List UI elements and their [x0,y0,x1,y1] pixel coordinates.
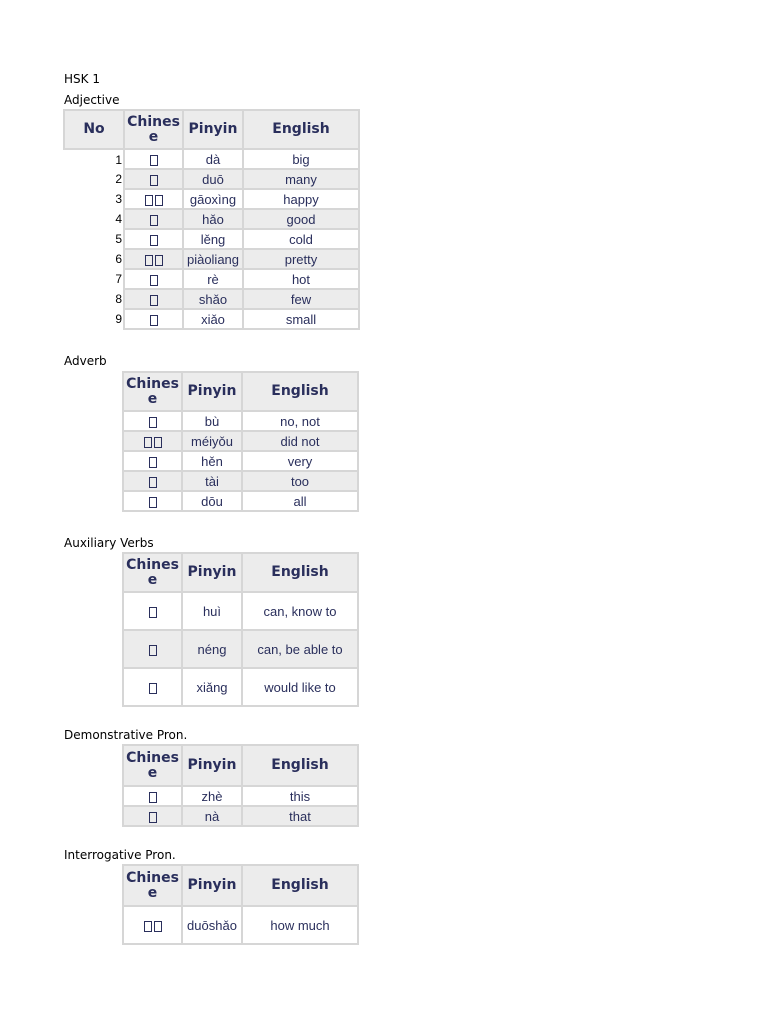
missing-glyph-icon [145,255,153,266]
english-cell: did not [242,431,358,451]
english-cell: big [243,149,359,169]
table-row [64,229,359,249]
chinese-cell [124,309,183,329]
row-number: 4 [64,209,124,229]
chinese-cell [124,169,183,189]
table-row [64,309,359,329]
chinese-cell [124,229,183,249]
english-cell: can, know to [242,592,358,630]
english-cell: good [243,209,359,229]
section-label: Adjective [64,93,120,107]
row-number: 5 [64,229,124,249]
vocab-table [122,552,359,707]
section-label: Demonstrative Pron. [64,728,188,742]
row-number: 1 [64,149,124,169]
missing-glyph-icon [149,477,157,488]
table-row [64,149,359,169]
missing-glyph-icon [149,645,157,656]
document-title: HSK 1 [64,72,100,86]
table-row [123,431,358,451]
pinyin-cell: duōshǎo [182,906,242,944]
column-header-chinese: Chines e [123,745,182,786]
vocab-table [122,371,359,512]
row-number: 6 [64,249,124,269]
column-header-pinyin: Pinyin [182,745,242,786]
pinyin-cell: xiǎo [183,309,243,329]
pinyin-cell: piàoliang [183,249,243,269]
chinese-cell [123,668,182,706]
english-cell: many [243,169,359,189]
chinese-cell [123,491,182,511]
missing-glyph-icon [144,921,152,932]
chinese-cell [123,630,182,668]
pinyin-cell: rè [183,269,243,289]
table-row [123,630,358,668]
chinese-cell [123,906,182,944]
chinese-cell [124,269,183,289]
table-row [64,209,359,229]
pinyin-cell: gāoxìng [183,189,243,209]
chinese-cell [124,209,183,229]
english-cell: happy [243,189,359,209]
missing-glyph-icon [150,215,158,226]
english-cell: how much [242,906,358,944]
english-cell: small [243,309,359,329]
chinese-cell [124,249,183,269]
section-label: Auxiliary Verbs [64,536,154,550]
pinyin-cell: méiyǒu [182,431,242,451]
table-row [123,491,358,511]
pinyin-cell: tài [182,471,242,491]
vocab-table [122,864,359,945]
missing-glyph-icon [150,315,158,326]
table-row [64,289,359,309]
missing-glyph-icon [150,275,158,286]
missing-glyph-icon [149,457,157,468]
pinyin-cell: bù [182,411,242,431]
column-header-chinese: Chines e [123,553,182,592]
table-row [64,189,359,209]
column-header-english: English [242,553,358,592]
missing-glyph-icon [150,235,158,246]
english-cell: all [242,491,358,511]
missing-glyph-icon [150,295,158,306]
table-row [64,169,359,189]
pinyin-cell: xiǎng [182,668,242,706]
missing-glyph-icon [155,255,163,266]
column-header-pinyin: Pinyin [182,865,242,906]
chinese-cell [124,149,183,169]
missing-glyph-icon [154,921,162,932]
english-cell: would like to [242,668,358,706]
row-number: 8 [64,289,124,309]
table-row [123,906,358,944]
column-header-pinyin: Pinyin [182,553,242,592]
english-cell: too [242,471,358,491]
column-header-pinyin: Pinyin [182,372,242,411]
table-row [123,411,358,431]
table-row [123,451,358,471]
missing-glyph-icon [149,683,157,694]
missing-glyph-icon [149,607,157,618]
english-cell: few [243,289,359,309]
header-row [123,553,358,592]
column-header-chinese: Chines e [123,372,182,411]
pinyin-cell: dōu [182,491,242,511]
column-header-pinyin: Pinyin [183,110,243,149]
header-row [64,110,359,149]
table-row [123,668,358,706]
section-label: Interrogative Pron. [64,848,176,862]
header-row [123,372,358,411]
table-row [123,471,358,491]
missing-glyph-icon [150,155,158,166]
row-number: 7 [64,269,124,289]
section-label: Adverb [64,354,107,368]
column-header-chinese: Chines e [123,865,182,906]
vocab-table [63,109,360,330]
pinyin-cell: hǎo [183,209,243,229]
column-header-english: English [242,745,358,786]
missing-glyph-icon [144,437,152,448]
table-row [123,786,358,806]
column-header-no: No [64,110,124,149]
row-number: 2 [64,169,124,189]
pinyin-cell: shǎo [183,289,243,309]
table-row [64,249,359,269]
vocab-table [122,744,359,827]
pinyin-cell: zhè [182,786,242,806]
english-cell: this [242,786,358,806]
column-header-chinese: Chines e [124,110,183,149]
missing-glyph-icon [154,437,162,448]
missing-glyph-icon [145,195,153,206]
missing-glyph-icon [155,195,163,206]
column-header-english: English [242,372,358,411]
chinese-cell [123,451,182,471]
pinyin-cell: hěn [182,451,242,471]
english-cell: cold [243,229,359,249]
missing-glyph-icon [149,417,157,428]
row-number: 3 [64,189,124,209]
chinese-cell [123,806,182,826]
chinese-cell [123,592,182,630]
pinyin-cell: dà [183,149,243,169]
english-cell: pretty [243,249,359,269]
chinese-cell [123,471,182,491]
table-row [123,592,358,630]
column-header-english: English [242,865,358,906]
header-row [123,865,358,906]
pinyin-cell: lěng [183,229,243,249]
row-number: 9 [64,309,124,329]
pinyin-cell: nà [182,806,242,826]
english-cell: can, be able to [242,630,358,668]
missing-glyph-icon [149,812,157,823]
chinese-cell [124,189,183,209]
chinese-cell [124,289,183,309]
column-header-english: English [243,110,359,149]
english-cell: very [242,451,358,471]
english-cell: no, not [242,411,358,431]
english-cell: that [242,806,358,826]
missing-glyph-icon [149,497,157,508]
chinese-cell [123,411,182,431]
missing-glyph-icon [150,175,158,186]
chinese-cell [123,786,182,806]
pinyin-cell: duō [183,169,243,189]
english-cell: hot [243,269,359,289]
table-row [123,806,358,826]
missing-glyph-icon [149,792,157,803]
pinyin-cell: huì [182,592,242,630]
table-row [64,269,359,289]
pinyin-cell: néng [182,630,242,668]
header-row [123,745,358,786]
chinese-cell [123,431,182,451]
